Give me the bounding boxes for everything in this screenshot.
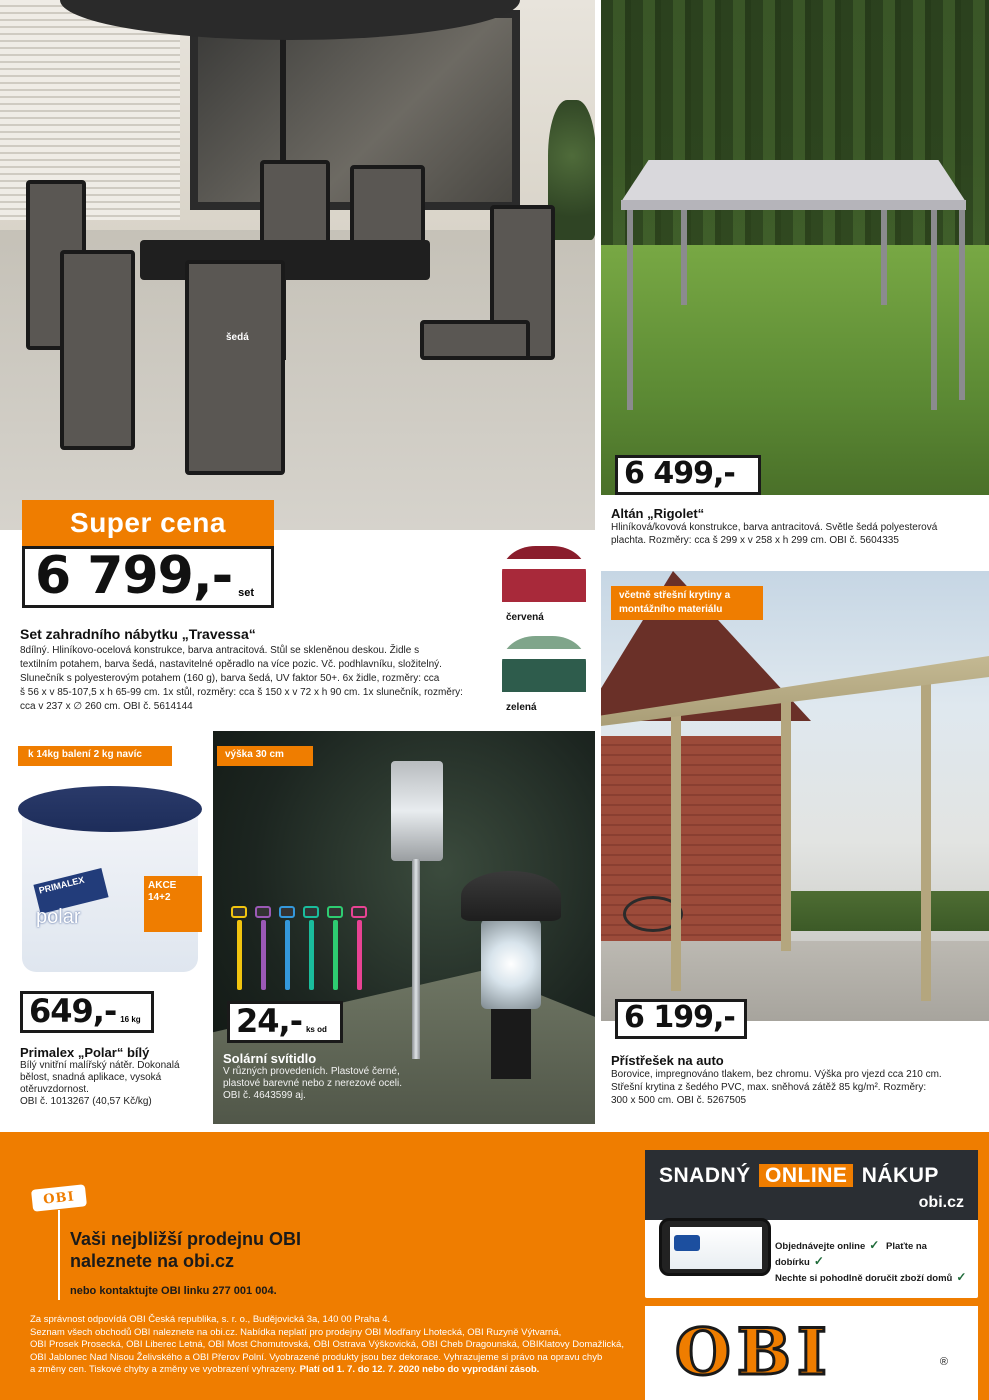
- product-info: [223, 1051, 423, 1102]
- legal-line: OBI Jablonec Nad Nisou Želivského a OBI Přerov Polní. Vyobrazené produkty jsou bez dekorace. Vyhrazujeme si právo na opravu chyb: [30, 1351, 603, 1363]
- online-banner-head: [645, 1150, 978, 1220]
- carport-photo: [601, 571, 989, 1021]
- obi-logo-word: OBI: [675, 1315, 833, 1390]
- online-shop-banner[interactable]: [645, 1150, 978, 1298]
- carport-post: [781, 701, 791, 951]
- info-band: výška 30 cm: [217, 746, 313, 766]
- potted-plant: [548, 100, 595, 240]
- legal-line: [30, 1364, 640, 1377]
- drill-icon: [674, 1235, 700, 1251]
- nearest-store-text: [70, 1228, 510, 1272]
- legal-line: Za správnost odpovídá OBI Česká republika, s. r. o., Budějovická 3a, 140 00 Praha 4.: [30, 1314, 391, 1325]
- super-price-badge: Super cena: [22, 500, 274, 546]
- colored-light-stick: [261, 920, 266, 990]
- contact-line: nebo kontaktujte OBI linku 277 001 004.: [70, 1285, 277, 1297]
- paint-offer: [0, 731, 207, 1124]
- price-unit: ks od: [305, 1025, 327, 1035]
- headline-word: NÁKUP: [861, 1164, 939, 1187]
- variant-label: zelená: [506, 702, 537, 713]
- product-info: [611, 1053, 983, 1107]
- product-title: Altán „Rigolet“: [611, 506, 705, 521]
- product-desc-line: 300 x 500 cm. OBI č. 5267505: [611, 1095, 747, 1106]
- legal-line: OBI Prosek Prosecká, OBI Liberec Letná, OBI Most Chomutovská, OBI Ostrava Výškovická, OBI Cheb Dragounská, OBIKlatovy Domažlická,: [30, 1339, 624, 1350]
- product-info: [20, 1045, 200, 1108]
- online-benefits: [775, 1238, 978, 1286]
- benefit-row: [775, 1270, 978, 1286]
- product-desc-line: Střešní krytina z šedého PVC, max. sněhová zátěž 85 kg/m². Rozměry:: [611, 1082, 927, 1093]
- product-desc-line: otěruvzdornost.: [20, 1084, 89, 1095]
- carport-post: [921, 671, 931, 1001]
- variant-thumbnail: [502, 636, 586, 702]
- variant-red[interactable]: [498, 546, 590, 626]
- solar-panel-top: [461, 871, 561, 921]
- price-value: 649,-: [29, 992, 117, 1030]
- variant-label: červená: [506, 612, 544, 623]
- website-link[interactable]: obi.cz: [918, 1194, 964, 1211]
- bucket-lid: [18, 786, 202, 832]
- price-unit: 16 kg: [120, 1015, 141, 1025]
- price-value: 6 199,-: [624, 1000, 735, 1035]
- product-desc-line: š 56 x v 85-107,5 x h 65-99 cm. 1x stůl, rozměry: cca š 150 x v 72 x h 90 cm. 1x slunečník, rozměry:: [20, 687, 463, 698]
- paint-bucket-image: [14, 786, 204, 981]
- steel-lamp-head: [391, 761, 443, 861]
- benefit-text: Plaťte na dobírku: [775, 1241, 927, 1268]
- obi-small-logo: OBI: [31, 1184, 87, 1212]
- price-tag: [227, 1001, 343, 1043]
- colored-light-stick: [333, 920, 338, 990]
- product-desc-line: V různých provedeních. Plastové černé,: [223, 1066, 400, 1077]
- footer: [0, 1132, 989, 1400]
- product-info: [20, 626, 500, 714]
- nearest-line-link[interactable]: naleznete na obi.cz: [70, 1251, 235, 1271]
- chair-seat: [420, 320, 530, 360]
- product-desc-line: Bílý vnitřní malířský nátěr. Dokonalá: [20, 1060, 180, 1071]
- product-desc-line: OBI č. 1013267 (40,57 Kč/kg): [20, 1096, 152, 1107]
- gazebo-valance: [621, 200, 966, 210]
- divider: [58, 1210, 60, 1300]
- colored-light-stick: [237, 920, 242, 990]
- furniture-photo: [0, 0, 595, 530]
- price-tag: [22, 546, 274, 608]
- bucket-brand: PRIMALEX: [33, 868, 108, 914]
- price-value: 6 799,-: [35, 546, 233, 606]
- registered-mark: ®: [939, 1356, 948, 1368]
- benefit-row: [775, 1238, 978, 1270]
- glass-table: [140, 240, 430, 280]
- gazebo-post: [959, 205, 965, 400]
- product-desc-line: Hliníková/kovová konstrukce, barva antracitová. Světle šedá polyesterová: [611, 522, 938, 533]
- colored-light-cap: [231, 906, 247, 918]
- gazebo-post: [627, 205, 633, 410]
- carport-post: [671, 711, 681, 991]
- product-desc-line: cca v 237 x ∅ 260 cm. OBI č. 5614144: [20, 701, 193, 712]
- price-tag: [615, 455, 761, 495]
- info-band: [611, 586, 763, 620]
- nearest-line: Vaši nejbližší prodejnu OBI: [70, 1229, 302, 1249]
- colored-light-cap: [303, 906, 319, 918]
- band-line: montážního materiálu: [619, 604, 723, 615]
- headline-word: SNADNÝ: [659, 1164, 751, 1187]
- bucket-promo: AKCE 14+2: [144, 876, 202, 932]
- product-title: Solární svítidlo: [223, 1051, 317, 1066]
- benefit-text: Nechte si pohodlně doručit zboží domů: [775, 1273, 953, 1284]
- carport-offer: [601, 571, 989, 1124]
- obi-logo: [645, 1306, 978, 1400]
- colored-light-stick: [309, 920, 314, 990]
- gazebo-roof: [621, 160, 966, 202]
- gazebo-post: [881, 205, 887, 305]
- colored-light-cap: [255, 906, 271, 918]
- gazebo-post: [931, 205, 937, 410]
- colored-light-stick: [357, 920, 362, 990]
- solar-light-offer: [213, 731, 595, 1124]
- product-title: Set zahradního nábytku „Travessa“: [20, 626, 256, 642]
- online-headline: [659, 1164, 939, 1188]
- chair: [60, 250, 135, 450]
- benefit-text: Objednávejte online: [775, 1241, 866, 1252]
- colored-light-cap: [351, 906, 367, 918]
- product-desc-line: OBI č. 4643599 aj.: [223, 1090, 306, 1101]
- gazebo-offer: [601, 0, 989, 565]
- product-desc-line: Borovice, impregnováno tlakem, bez chromu. Výška pro vjezd cca 210 cm.: [611, 1069, 942, 1080]
- brick-wall: [601, 736, 781, 976]
- gazebo-photo: [601, 0, 989, 495]
- checkmark-icon: ✓: [956, 1270, 967, 1284]
- lamp-base: [491, 1009, 531, 1079]
- colored-light-cap: [327, 906, 343, 918]
- price-value: 6 499,-: [624, 456, 735, 491]
- colored-light-stick: [285, 920, 290, 990]
- furniture-offer: [0, 0, 595, 724]
- price-unit: set: [238, 587, 255, 599]
- checkmark-icon: ✓: [813, 1254, 824, 1268]
- product-desc-line: bělost, snadná aplikace, vysoká: [20, 1072, 162, 1083]
- product-desc-line: Slunečník s polyesterovým potahem (160 g), barva šedá, UV faktor 50+. 6x židle, rozměry: cca: [20, 673, 440, 684]
- hedge: [791, 891, 989, 931]
- headline-highlight: ONLINE: [759, 1164, 853, 1187]
- gazebo-post: [681, 205, 687, 305]
- product-info: [611, 506, 981, 547]
- validity-period: Platí od 1. 7. do 12. 7. 2020 nebo do vyprodání zásob.: [299, 1364, 540, 1375]
- product-title: Přístřešek na auto: [611, 1053, 724, 1068]
- product-desc-line: plastové barevné nebo z nerezové oceli.: [223, 1078, 403, 1089]
- price-tag: [615, 999, 747, 1039]
- legal-text: [30, 1314, 640, 1377]
- legal-line-text: a změny cen. Tiskové chyby a změny ve vyobrazení vyhrazeny.: [30, 1364, 297, 1375]
- price-tag: [20, 991, 154, 1033]
- band-line: včetně střešní krytiny a: [619, 590, 731, 601]
- price-value: 24,-: [236, 1002, 302, 1040]
- black-lamp: [461, 871, 561, 1081]
- variant-green[interactable]: [498, 636, 590, 716]
- product-title: Primalex „Polar“ bílý: [20, 1045, 150, 1060]
- steel-lamp-stem: [412, 859, 420, 1059]
- product-desc-line: textilním potahem, barva šedá, nastavitelné opěradlo na více pozic. Vč. podhlavníku, složitelný.: [20, 659, 442, 670]
- color-note: šedá: [226, 332, 249, 343]
- bucket-name: polar: [36, 906, 81, 928]
- colored-light-cap: [279, 906, 295, 918]
- color-variants: [498, 546, 590, 718]
- lamp-glass: [481, 919, 541, 1009]
- variant-thumbnail: [502, 546, 586, 612]
- legal-line: Seznam všech obchodů OBI naleznete na obi.cz. Nabídka neplatí pro prodejny OBI Modřany Lhotecká, OBI Ruzyně Výtvarná,: [30, 1326, 562, 1338]
- smartphone-image: [659, 1218, 771, 1276]
- product-desc-line: plachta. Rozměry: cca š 299 x v 258 x h 299 cm. OBI č. 5604335: [611, 535, 899, 546]
- product-desc-line: 8dílný. Hliníkovo-ocelová konstrukce, barva antracitová. Stůl se skleněnou deskou. Židle s: [20, 645, 420, 656]
- chair: [185, 260, 285, 475]
- info-band: k 14kg balení 2 kg navíc: [18, 746, 172, 766]
- checkmark-icon: ✓: [869, 1238, 880, 1252]
